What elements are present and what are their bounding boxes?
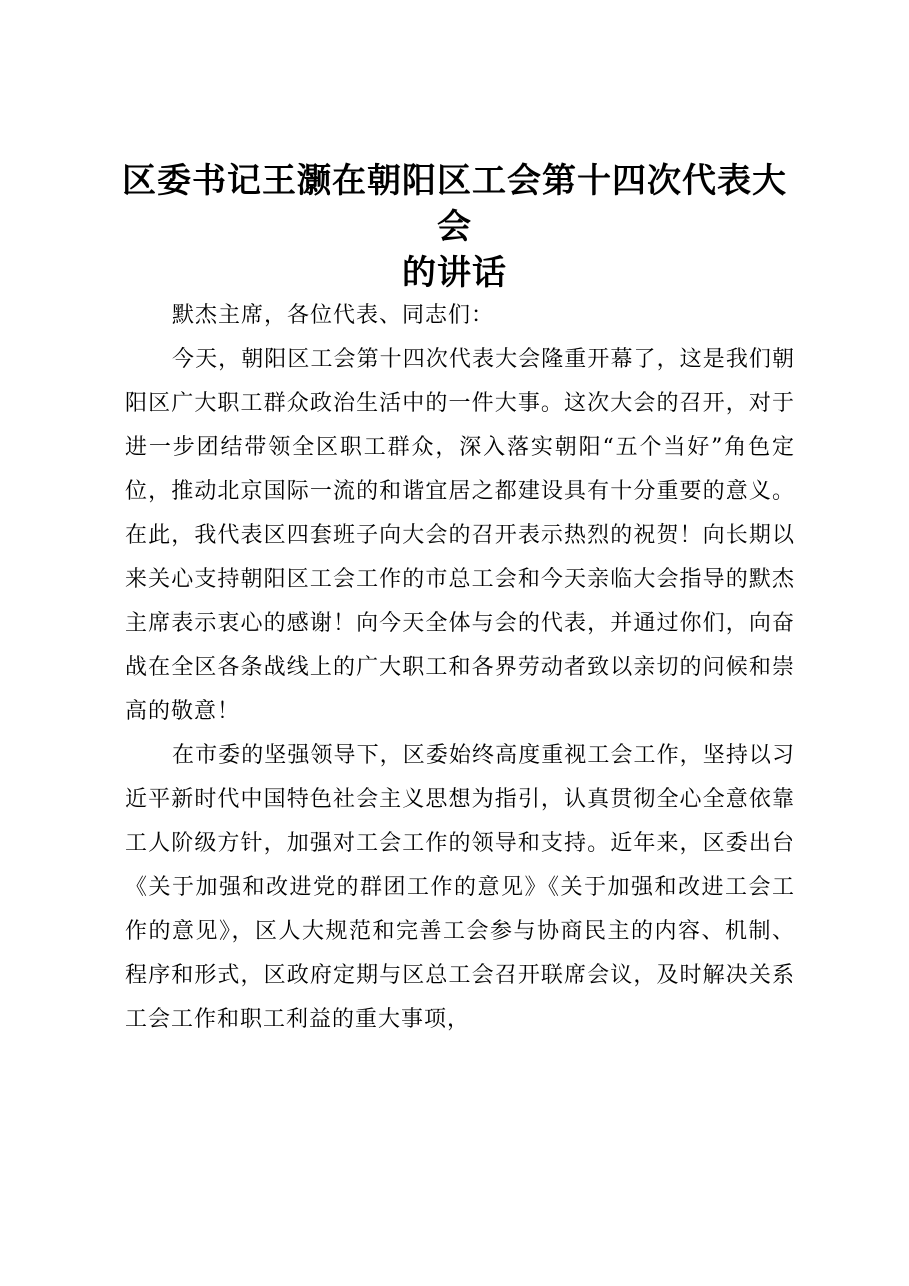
title-line-2: 的讲话 bbox=[402, 253, 507, 293]
paragraph-2: 在市委的坚强领导下，区委始终高度重视工会工作，坚持以习近平新时代中国特色社会主义思想为指引，认真贯彻全心全意依靠工人阶级方针，加强对工会工作的领导和支持。近年来，区委出台《关于加强和改进党的群团工作的意见》《关于加强和改进工会工作的意见》，区人大规范和完善工会参与协商民主的内容、机制、程序和形式，区政府定期与区总工会召开联席会议，及时解决关系工会工作和职工利益的重大事项， bbox=[125, 743, 795, 1032]
salutation: 默杰主席，各位代表、同志们： bbox=[172, 303, 495, 328]
title-line-1: 区委书记王灏在朝阳区工会第十四次代表大会 bbox=[122, 161, 787, 247]
document-body bbox=[125, 294, 795, 1042]
paragraph-1: 今天，朝阳区工会第十四次代表大会隆重开幕了，这是我们朝阳区广大职工群众政治生活中的一件大事。这次大会的召开，对于进一步团结带领全区职工群众，深入落实朝阳“五个当好”角色定位，推动北京国际一流的和谐宜居之都建设具有十分重要的意义。在此，我代表区四套班子向大会的召开表示热烈的祝贺！向长期以来关心支持朝阳区工会工作的市总工会和今天亲临大会指导的默杰主席表示衷心的感谢！向今天全体与会的代表，并通过你们，向奋战在全区各条战线上的广大职工和各界劳动者致以亲切的问候和崇高的敬意！ bbox=[125, 347, 795, 724]
document-title bbox=[110, 158, 799, 296]
